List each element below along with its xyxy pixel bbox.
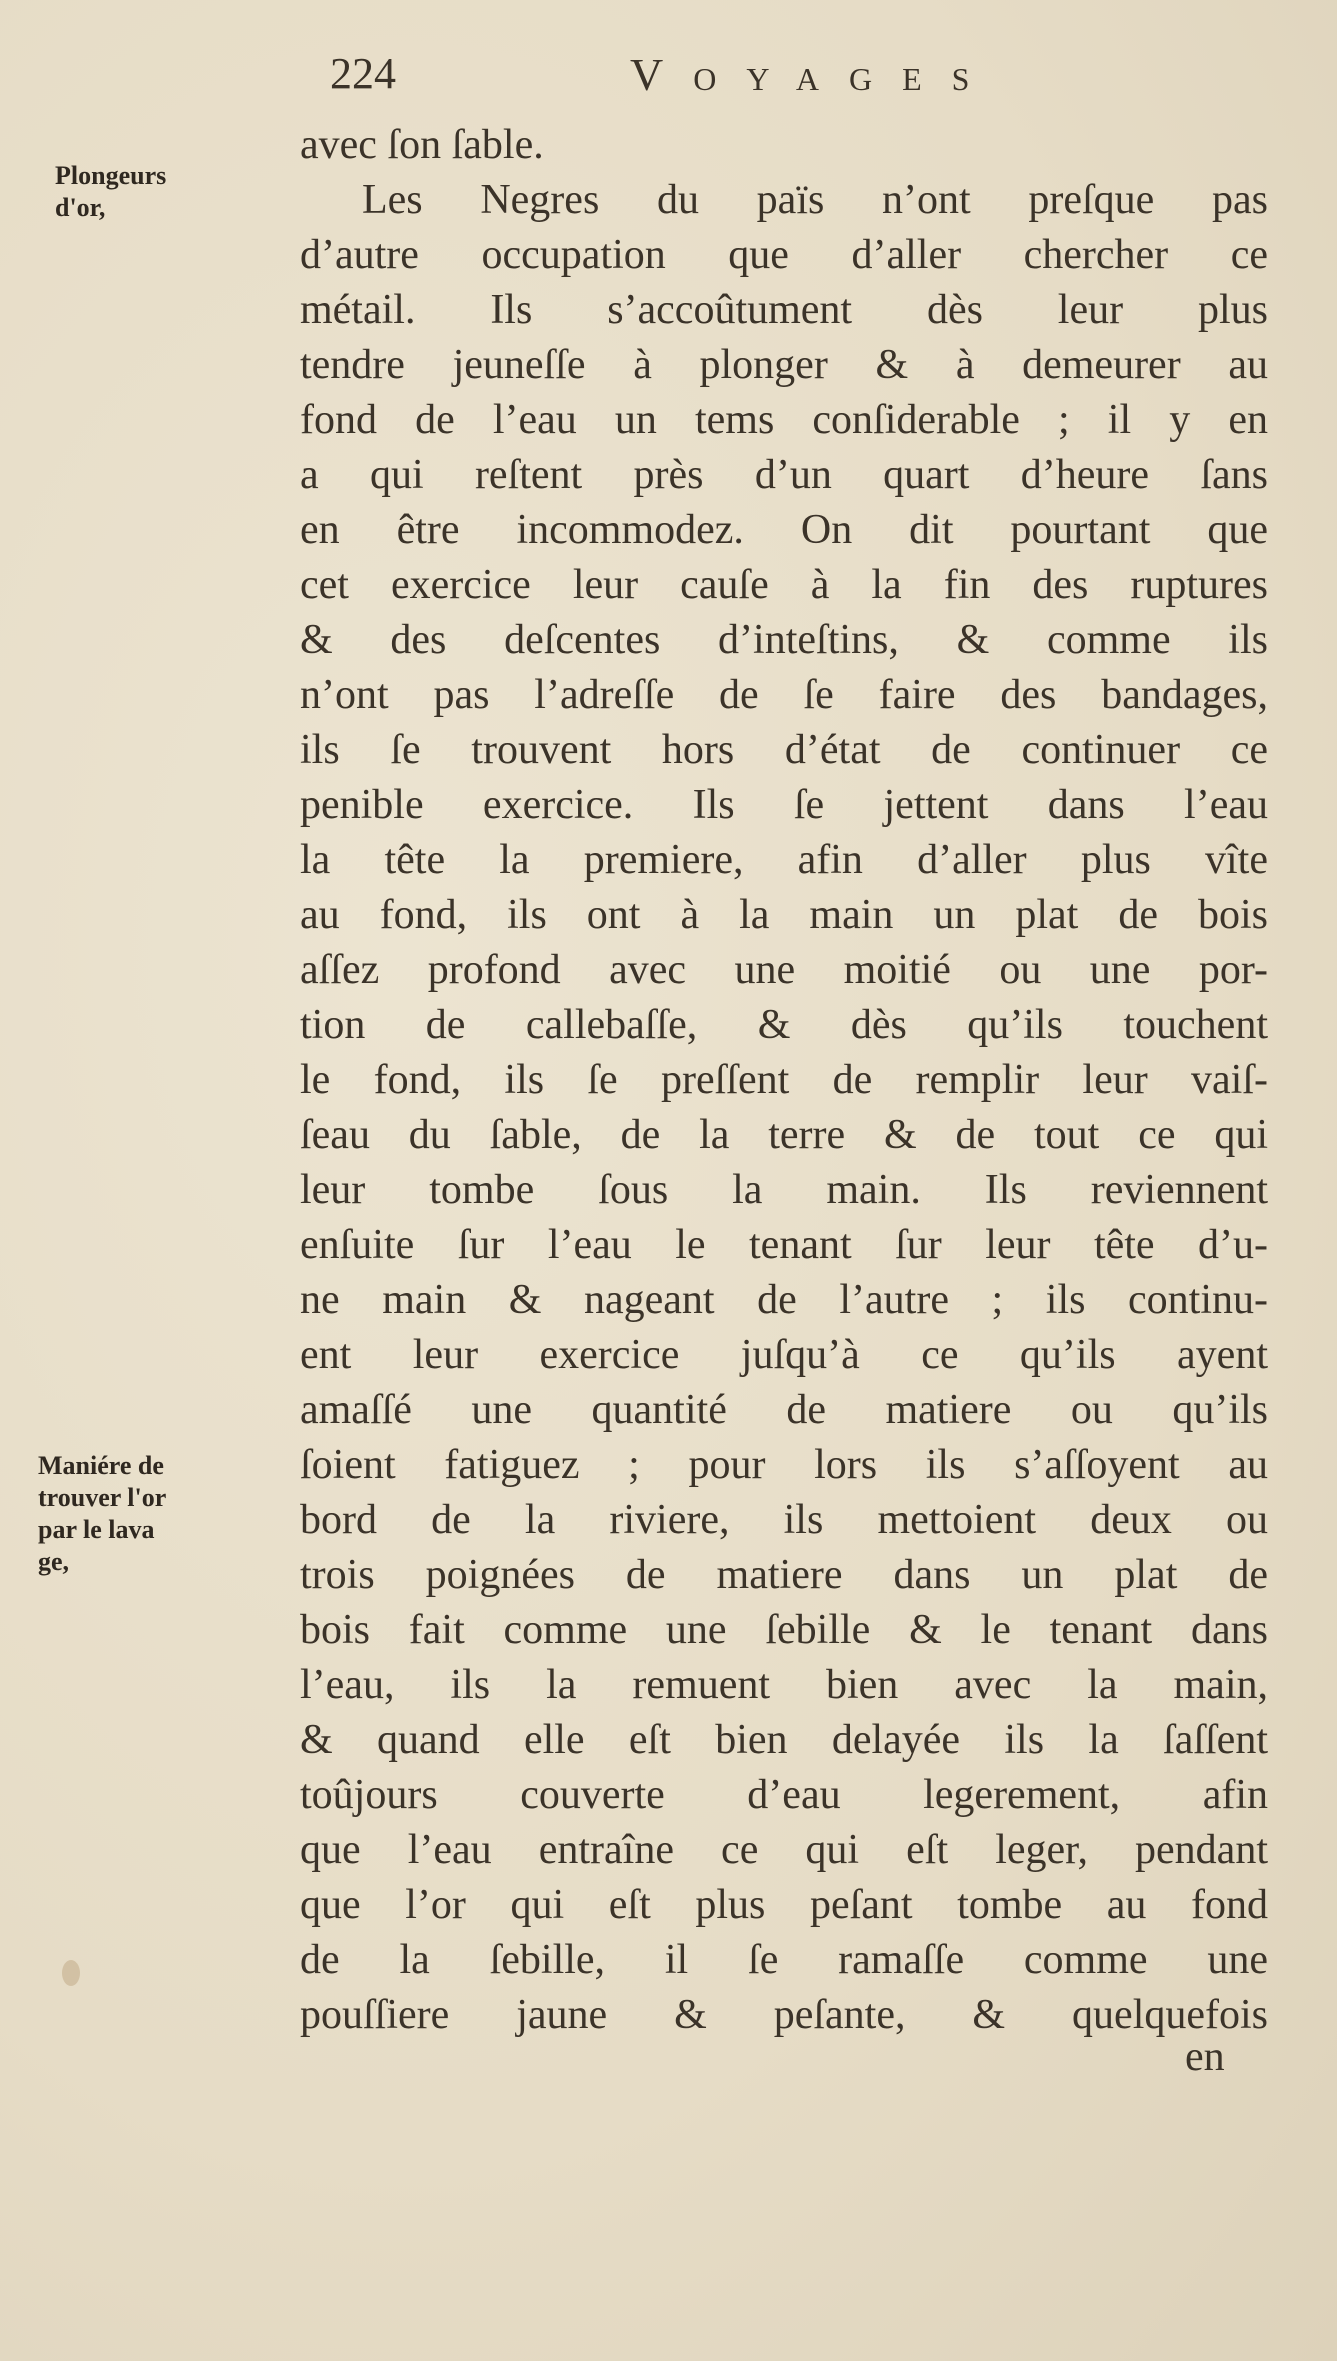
text-line: & des deſcentes d’inteſtins, & comme ils [300,617,1268,663]
margin-note-plongeurs [55,160,225,224]
catchword: en [1185,2034,1225,2080]
text-line: cet exercice leur cauſe à la fin des ruptures [300,562,1268,608]
text-line: le fond, ils ſe preſſent de remplir leur vaiſ- [300,1057,1268,1103]
margin-note-line: trouver l'or [38,1483,167,1512]
page-number: 224 [330,49,396,98]
text-line: leur tombe ſous la main. Ils reviennent [300,1167,1268,1213]
text-line: que l’eau entraîne ce qui eſt leger, pendant [300,1827,1268,1873]
text-line: bois fait comme une ſebille & le tenant dans [300,1607,1268,1653]
text-line: tion de callebaſſe, & dès qu’ils touchent [300,1002,1268,1048]
text-line: ent leur exercice juſqu’à ce qu’ils ayent [300,1332,1268,1378]
text-line: ſeau du ſable, de la terre & de tout ce qui [300,1112,1268,1158]
margin-note-line: Maniére de [38,1451,164,1480]
text-line: aſſez profond avec une moitié ou une por- [300,947,1268,993]
text-line: fond de l’eau un tems conſiderable ; il y en [300,397,1268,443]
running-title: Voyages [630,49,1000,100]
text-line: n’ont pas l’adreſſe de ſe faire des bandages, [300,672,1268,718]
text-line: au fond, ils ont à la main un plat de bois [300,892,1268,938]
text-line: en être incommodez. On dit pourtant que [300,507,1268,553]
text-line: l’eau, ils la remuent bien avec la main, [300,1662,1268,1708]
margin-note-line: Plongeurs [55,161,167,190]
body-text [300,118,1268,2043]
margin-note-line: d'or, [55,193,106,222]
text-line: métail. Ils s’accoûtument dès leur plus [300,287,1268,333]
text-line: tendre jeuneſſe à plonger & à demeurer au [300,342,1268,388]
text-line: enſuite ſur l’eau le tenant ſur leur tête d’u- [300,1222,1268,1268]
text-line: que l’or qui eſt plus peſant tombe au fond [300,1882,1268,1928]
margin-note-maniere [38,1450,208,1578]
text-line: pouſſiere jaune & peſante, & quelquefois [300,1992,1268,2038]
text-line: ſoient fatiguez ; pour lors ils s’aſſoyent au [300,1442,1268,1488]
text-line: & quand elle eſt bien delayée ils la ſaſſent [300,1717,1268,1763]
text-line: trois poignées de matiere dans un plat de [300,1552,1268,1598]
text-line: amaſſé une quantité de matiere ou qu’ils [300,1387,1268,1433]
paper-stain [62,1960,80,1986]
text-line: ne main & nageant de l’autre ; ils continu- [300,1277,1268,1323]
margin-note-line: par le lava [38,1515,155,1544]
text-line: d’autre occupation que d’aller chercher ce [300,232,1268,278]
text-line: a qui reſtent près d’un quart d’heure ſans [300,452,1268,498]
text-line: de la ſebille, il ſe ramaſſe comme une [300,1937,1268,1983]
running-header [330,48,1030,108]
text-line: toûjours couverte d’eau legerement, afin [300,1772,1268,1818]
text-line: la tête la premiere, afin d’aller plus vîte [300,837,1268,883]
text-line: Les Negres du païs n’ont preſque pas [362,177,1268,223]
text-line: penible exercice. Ils ſe jettent dans l’eau [300,782,1268,828]
text-line: ils ſe trouvent hors d’état de continuer ce [300,727,1268,773]
text-line: avec ſon ſable. [300,122,544,168]
margin-note-line: ge, [38,1547,70,1576]
text-line: bord de la riviere, ils mettoient deux ou [300,1497,1268,1543]
